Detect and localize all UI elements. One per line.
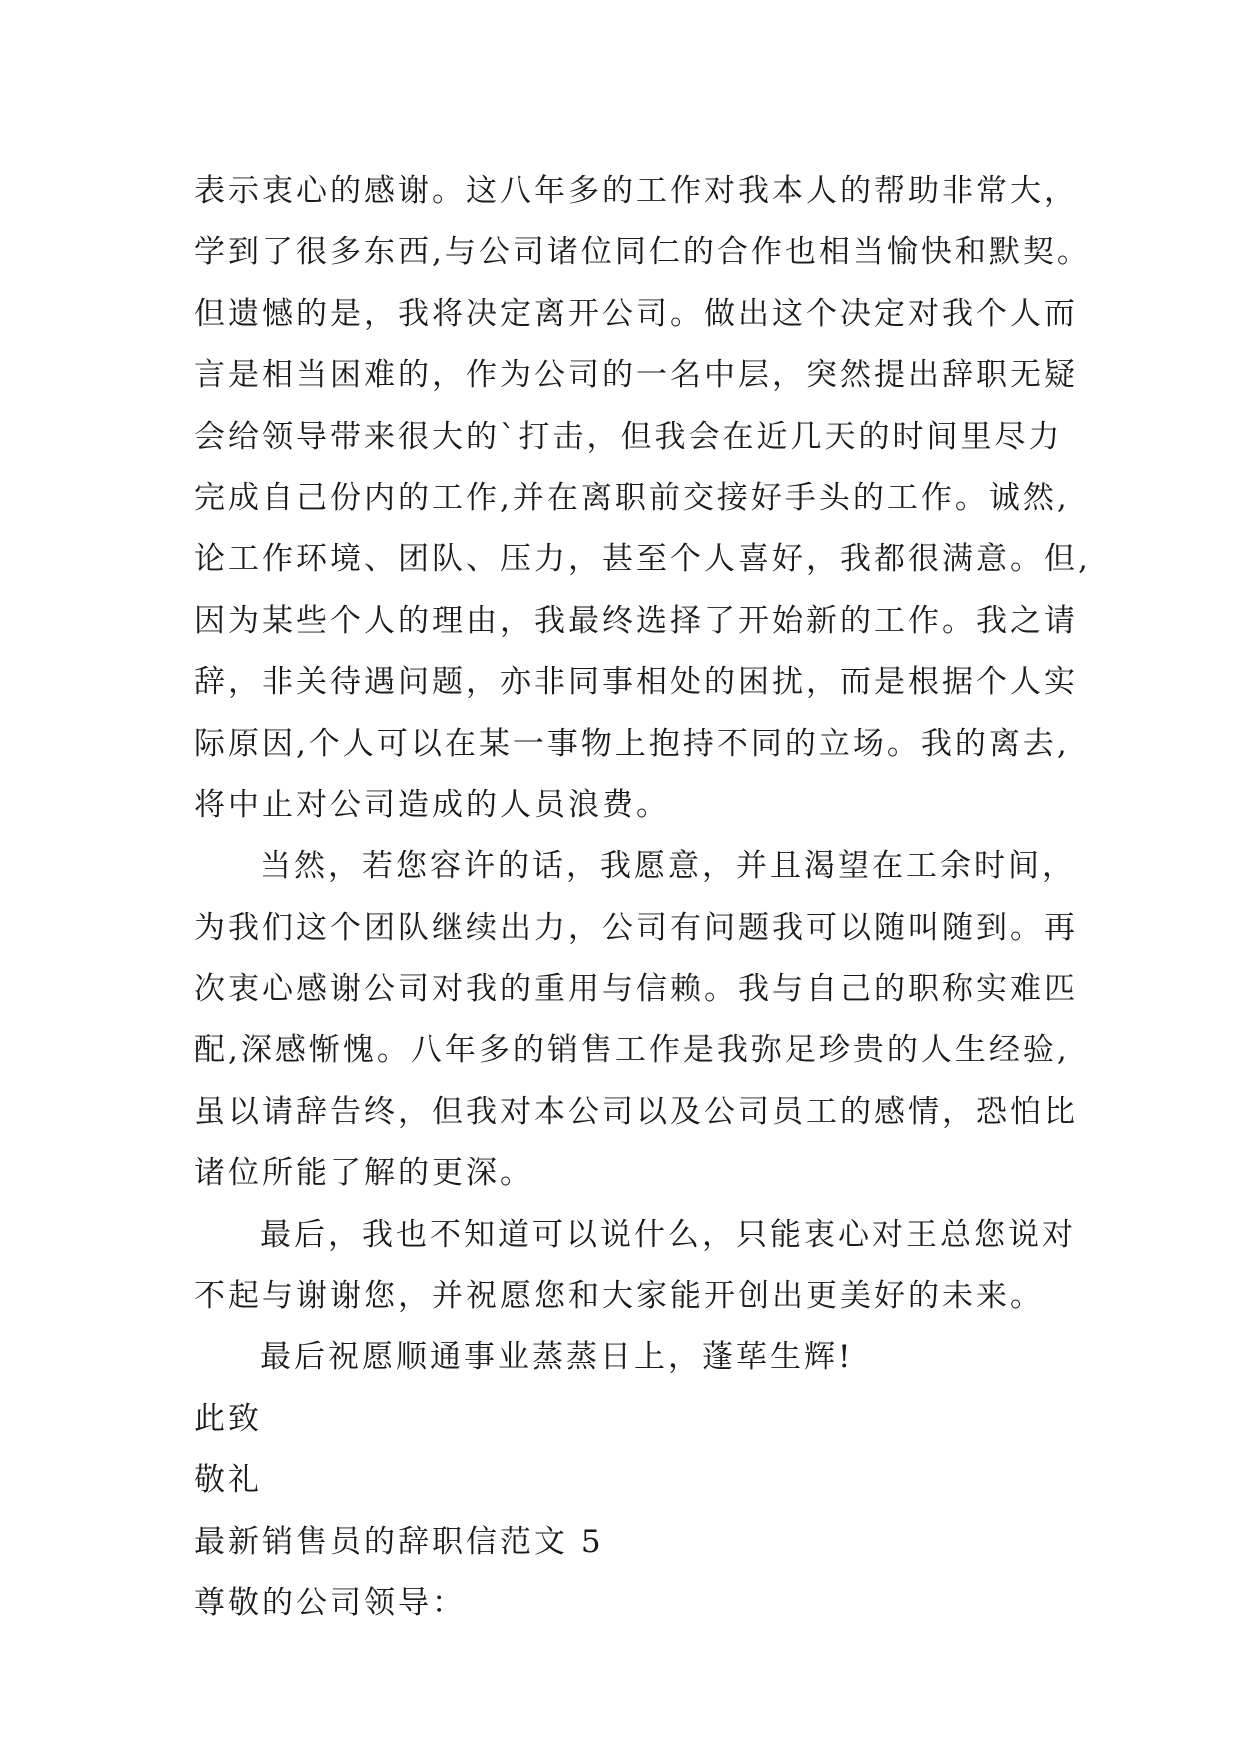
letter-greeting: 尊敬的公司领导： bbox=[194, 1584, 466, 1621]
paragraph-line: 因为某些个人的理由，我最终选择了开始新的工作。我之请 bbox=[194, 602, 1078, 639]
paragraph-line: 论工作环境、团队、压力，甚至个人喜好，我都很满意。但, bbox=[194, 541, 1091, 578]
paragraph-line: 完成自己份内的工作,并在离职前交接好手头的工作。诚然, bbox=[194, 479, 1070, 516]
paragraph-line: 诸位所能了解的更深。 bbox=[194, 1155, 534, 1192]
section-heading: 最新销售员的辞职信范文 5 bbox=[194, 1523, 604, 1560]
paragraph-line: 最后，我也不知道可以说什么，只能衷心对王总您说对 bbox=[260, 1216, 1076, 1253]
closing-wish: 最后祝愿顺通事业蒸蒸日上，蓬荜生辉! bbox=[260, 1339, 854, 1376]
paragraph-line: 虽以请辞告终，但我对本公司以及公司员工的感情，恐怕比 bbox=[194, 1093, 1078, 1130]
paragraph-line: 学到了很多东西,与公司诸位同仁的合作也相当愉快和默契。 bbox=[194, 234, 1091, 271]
paragraph-line: 不起与谢谢您，并祝愿您和大家能开创出更美好的未来。 bbox=[194, 1278, 1044, 1315]
paragraph-line: 会给领导带来很大的`打击，但我会在近几天的时间里尽力 bbox=[194, 418, 1063, 455]
paragraph-line: 但遗憾的是，我将决定离开公司。做出这个决定对我个人而 bbox=[194, 295, 1078, 332]
paragraph-line: 言是相当困难的，作为公司的一名中层，突然提出辞职无疑 bbox=[194, 357, 1078, 394]
paragraph-line: 际原因,个人可以在某一事物上抱持不同的立场。我的离去, bbox=[194, 725, 1070, 762]
paragraph-line: 辞，非关待遇问题，亦非同事相处的困扰，而是根据个人实 bbox=[194, 664, 1078, 701]
salutation-cizhi: 此致 bbox=[194, 1400, 262, 1437]
paragraph-line: 次衷心感谢公司对我的重用与信赖。我与自己的职称实难匹 bbox=[194, 971, 1078, 1008]
paragraph-line: 将中止对公司造成的人员浪费。 bbox=[194, 786, 670, 823]
paragraph-line: 为我们这个团队继续出力，公司有问题我可以随叫随到。再 bbox=[194, 909, 1078, 946]
salutation-jingli: 敬礼 bbox=[194, 1462, 262, 1499]
paragraph-line: 表示衷心的感谢。这八年多的工作对我本人的帮助非常大， bbox=[194, 173, 1078, 209]
paragraph-line: 配,深感惭愧。八年多的销售工作是我弥足珍贵的人生经验, bbox=[194, 1032, 1070, 1069]
paragraph-line: 当然，若您容许的话，我愿意，并且渴望在工余时间， bbox=[260, 848, 1076, 885]
letter-body bbox=[194, 161, 1094, 1634]
